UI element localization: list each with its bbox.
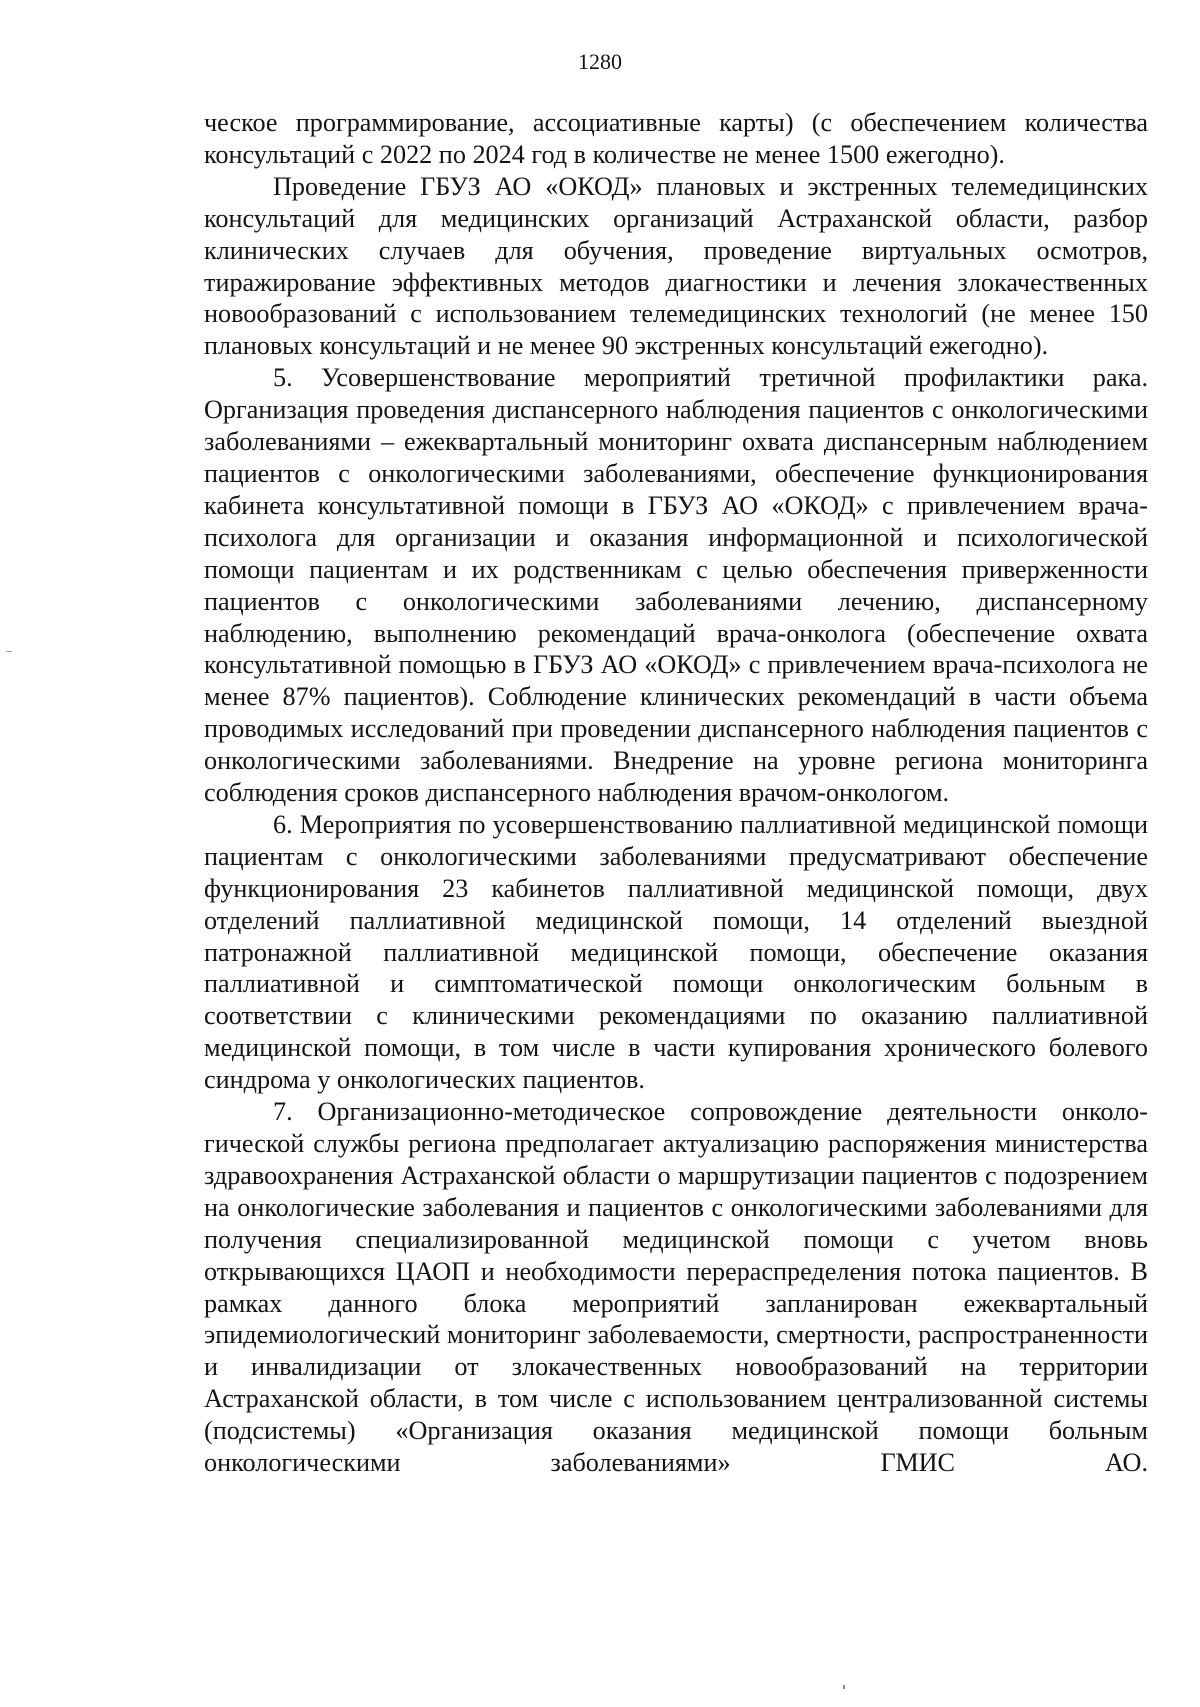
paragraph-item-7: 7. Организационно-методическое сопровождение деятельности онкологической службы региона предполагает актуализацию распоряжения министерства здравоохранения Астраханской области о маршрутизации пациентов с подозрением на онкологические заболевания и пациентов с онкологическими заболеваниями для получения специализированной медицинской помощи с учетом вновь открывающихся ЦАОП и необходимости перераспределения потока пациентов. В рамках данного блока мероприятий запланирован ежеквартальный эпидемиологический мониторинг заболеваемости, смертности, распространенности и инвалидизации от злокачественных новообразований на территории Астраханской области, в том числе с использованием централизованной системы (подсистемы) «Организация оказания медицинской помощи больным онкологическими заболеваниями» ГМИС АО. <box>204 1097 1148 1478</box>
document-body <box>204 107 1148 1479</box>
paragraph-continuation: ческое программирование, ассоциативные карты) (с обеспечением количества консультаций с 2022 по 2024 год в количестве не менее 1500 ежегодно). <box>204 108 1148 169</box>
paragraph-telemedicine: Проведение ГБУЗ АО «ОКОД» плановых и экстренных телемедицинских консультаций для медицинских организаций Астраханской области, разбор клинических случаев для обучения, проведение виртуальных осмотров, тиражирование эффективных методов диагностики и лечения злокачественных новообразований с использованием телемедицинских технологий (не менее 150 плановых консультаций и не менее 90 экстренных консультаций ежегодно). <box>204 171 1148 361</box>
scan-artifact-left <box>6 651 12 652</box>
scan-artifact-bottom <box>843 1685 845 1689</box>
paragraph-item-6: 6. Мероприятия по усовершенствованию паллиативной медицинской помощи пациентам с онкологическими заболеваниями предусматривают обеспечение функционирования 23 кабинетов паллиативной медицинской помощи, двух отделений паллиативной медицинской помощи, 14 отделений выездной патронажной паллиативной медицинской помощи, обеспечение оказания паллиативной и симптоматической помощи онкологическим больным в соответствии с клиническими рекомендациями по оказанию паллиативной медицинской помощи, в том числе в части купирования хронического болевого синдрома у онкологических пациентов. <box>204 809 1148 1095</box>
page-number: 1280 <box>578 49 622 74</box>
paragraph-item-5: 5. Усовершенствование мероприятий третичной профилактики рака. Организация проведения диспансерного наблюдения пациентов с онкологическими заболеваниями – ежеквартальный мониторинг охвата диспансерным наблюдением пациентов с онкологическими заболеваниями, обеспечение функционирования кабинета консультативной помощи в ГБУЗ АО «ОКОД» с привлечением врача-психолога для организации и оказания информационной и психологической помощи пациентам и их родственникам с целью обеспечения приверженности пациентов с онкологическими заболеваниями лечению, диспансерному наблюдению, выполнению рекомендаций врача-онколога (обеспечение охвата консультативной помощью в ГБУЗ АО «ОКОД» с привлечением врача-психолога не менее 87% пациентов). Соблюдение клинических рекомендаций в части объема проводимых исследований при проведении диспансерного наблюдения пациентов с онкологическими заболеваниями. Внедрение на уровне региона мониторинга соблюдения сроков диспансерного наблюдения врачом-онкологом. <box>204 363 1148 808</box>
